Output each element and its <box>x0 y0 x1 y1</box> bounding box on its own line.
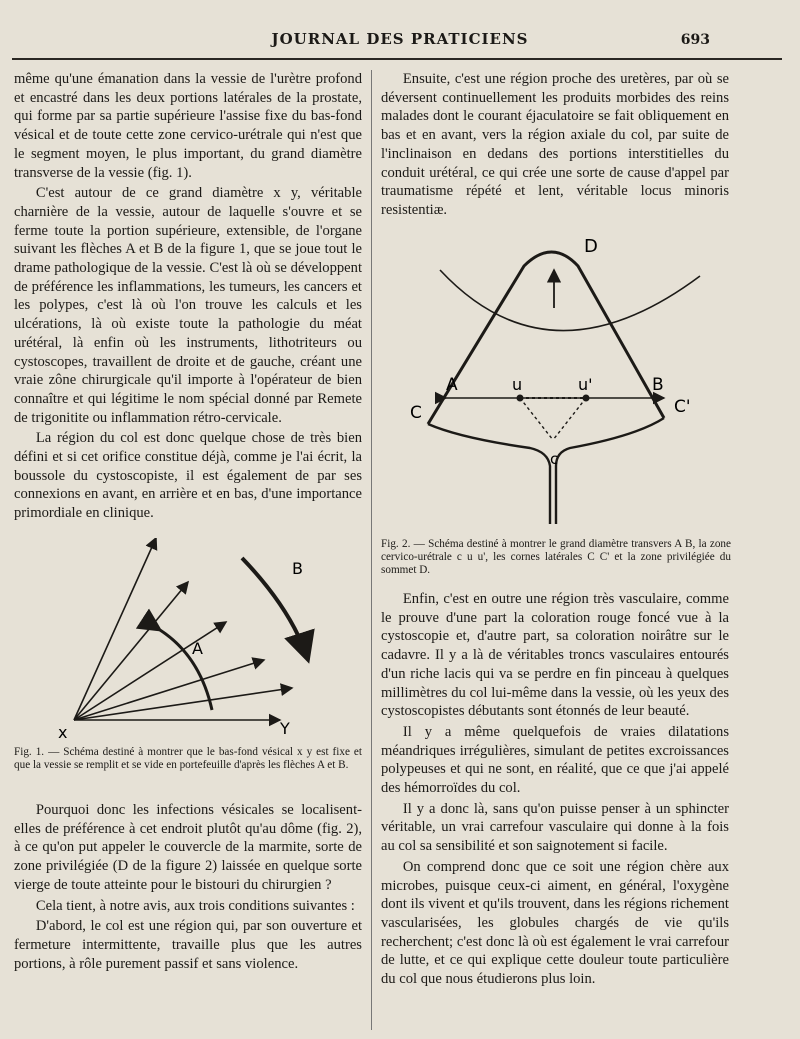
fan-line-5 <box>74 688 292 720</box>
right-wall-to-urethra <box>556 418 664 524</box>
label-b: B <box>652 375 664 395</box>
label-c-small: c <box>550 450 559 468</box>
label-a: A <box>192 639 203 658</box>
left-wall-to-urethra <box>428 424 550 524</box>
label-b: B <box>292 559 303 578</box>
fan-line-4 <box>74 660 264 720</box>
ureter-point-u-prime <box>583 395 590 402</box>
label-y: Y <box>280 719 290 738</box>
figure-1-diagram <box>30 538 350 742</box>
column-divider <box>371 70 372 1030</box>
journal-title: JOURNAL DES PRATICIENS <box>271 30 529 48</box>
left-paragraph-5: Cela tient, à notre avis, aux trois conditions suivantes : <box>35 897 355 914</box>
left-paragraph-1: même qu'une émanation dans la vessie de l'urètre profond et encastré dans les deux portions latérales de la prostate, qui forme par sa partie supérieure l'assise fixe du bas-fond vésical et de toute cette zone cervico-urétrale qui n'est que le segment moyen, le plus important, du grand diamètre transverse de la vessie (fig. 1). <box>14 71 362 181</box>
dome-arc <box>440 270 700 331</box>
left-paragraph-6: D'abord, le col est une région qui, par son ouverture et fermeture intermittente, travaille plus que les autres portions, à rôle purement passif et sans violence. <box>14 918 362 972</box>
page-number: 693 <box>680 32 710 48</box>
figure-2-caption: Fig. 2. — Schéma destiné à montrer le grand diamètre transvers A B, la zone cervico-urétrale c u u', les cornes latérales C C' et la zone privilégiée du sommet D. <box>381 538 731 577</box>
left-column-top <box>14 70 362 525</box>
left-column-bottom <box>14 801 362 975</box>
header-rule <box>12 58 782 60</box>
arrow-a-arc <box>160 630 212 710</box>
right-paragraph-3: Il y a même quelquefois de vraies dilatations méandriques irrégulières, simulant de petites excroissances polypeuses et qui ne sont, en réalité, que ce que j'ai appelé des hémorroïdes du col. <box>381 723 729 797</box>
figure-2-diagram <box>400 226 710 526</box>
right-paragraph-2: Enfin, c'est en outre une région très vasculaire, comme le prouve d'une part la coloration rouge foncé vue à la cystoscopie et, d'autre part, sa coloration noirâtre sur le cadavre. Il y a là de véritables troncs vasculaires entourés d'un riche lacis qui va se perdre en fin pinceau à quelques millimètres du col lui-même dans la vessie, où les yeux des cystoscopistes débutants sont étonnés de leur beauté. <box>381 591 729 720</box>
trigone-right <box>553 398 586 440</box>
ureter-point-u <box>517 395 524 402</box>
label-u-prime: u' <box>578 375 593 394</box>
right-paragraph-4: Il y a donc là, sans qu'on puisse penser à un sphincter véritable, un vrai carrefour vasculaire qui donne à la fois au col sa sensibilité et son saignotement si facile. <box>381 800 729 855</box>
right-paragraph-1: Ensuite, c'est une région proche des uretères, par où se déversent continuellement les produits morbides des reins malades dont le courant éjaculatoire se fait obliquement en bas et en avant, vers la région axiale du col, par suite de l'inclinaison en dedans des portions interstitielles du conduit urétéral, ce qui crée une sorte de cause d'appel par traumatisme répété et lent, véritable locus minoris resistentiæ. <box>381 71 729 218</box>
left-paragraph-2: C'est autour de ce grand diamètre x y, véritable charnière de la vessie, autour de laquelle s'ouvre et se ferme toute la portion supérieure, extensible, de l'organe suivant les flèches A et B de la figure 1, que se joue tout le drame pathologique de la vessie. C'est là où se développent de préférence les inflammations, les tumeurs, les cancers et les polypes, c'est là où l'on trouve les calculs et les ulcérations, là où existe toute la pathologie du méat urétéral, là enfin où les instruments, lithotriteurs ou cystoscopes, travaillent de droite et de gauche, créant une vraie zône chirurgicale qu'il importe à l'opérateur de bien connaître et qui légitime le nom spécial donné par Remete de trigonitite ou inflammation rétro-cervicale. <box>14 185 362 426</box>
label-c-right: C' <box>674 397 691 417</box>
running-header <box>0 30 800 52</box>
left-paragraph-4: Pourquoi donc les infections vésicales se localisent-elles de préférence à cet endroit plutôt qu'au dôme (fig. 2), à ce qu'on put appeler le couvercle de la marmite, sorte de zone privilégiée (D de la figure 2) laissée en quelque sorte vierge de toute atteinte pour le bistouri du chirurgien ? <box>14 802 362 893</box>
right-column-bottom <box>381 590 729 991</box>
label-x: x <box>58 723 68 742</box>
right-paragraph-5: On comprend donc que ce soit une région chère aux microbes, puisque ceux-ci aiment, en général, l'oxygène dont ils vivent et qu'ils trouvent, dans les régions richement vascularisées, les globules chargés de vie qu'ils recherchent; c'est donc là où est également le vrai carrefour de lutte, et ce qui explique cette douleur toute particulière du col que nous étudierons plus loin. <box>381 858 729 988</box>
left-paragraph-3: La région du col est donc quelque chose de très bien défini et si cet orifice constitue déjà, comme je l'ai écrit, la boussole du cystoscopiste, il est également de par ses connexions en avant, en arrière et en bas, d'une importance primordiale en clinique. <box>14 430 362 522</box>
label-a: A <box>446 375 458 395</box>
right-column-top <box>381 70 729 222</box>
label-u: u <box>512 375 523 394</box>
figure-1-caption: Fig. 1. — Schéma destiné à montrer que le bas-fond vésical x y est fixe et que la vessie se remplit et se vide en portefeuille d'après les flèches A et B. <box>14 746 362 772</box>
trigone-left <box>520 398 553 440</box>
label-d: D <box>584 236 598 257</box>
label-c-left: C <box>410 403 422 423</box>
fan-line-2 <box>74 582 188 720</box>
